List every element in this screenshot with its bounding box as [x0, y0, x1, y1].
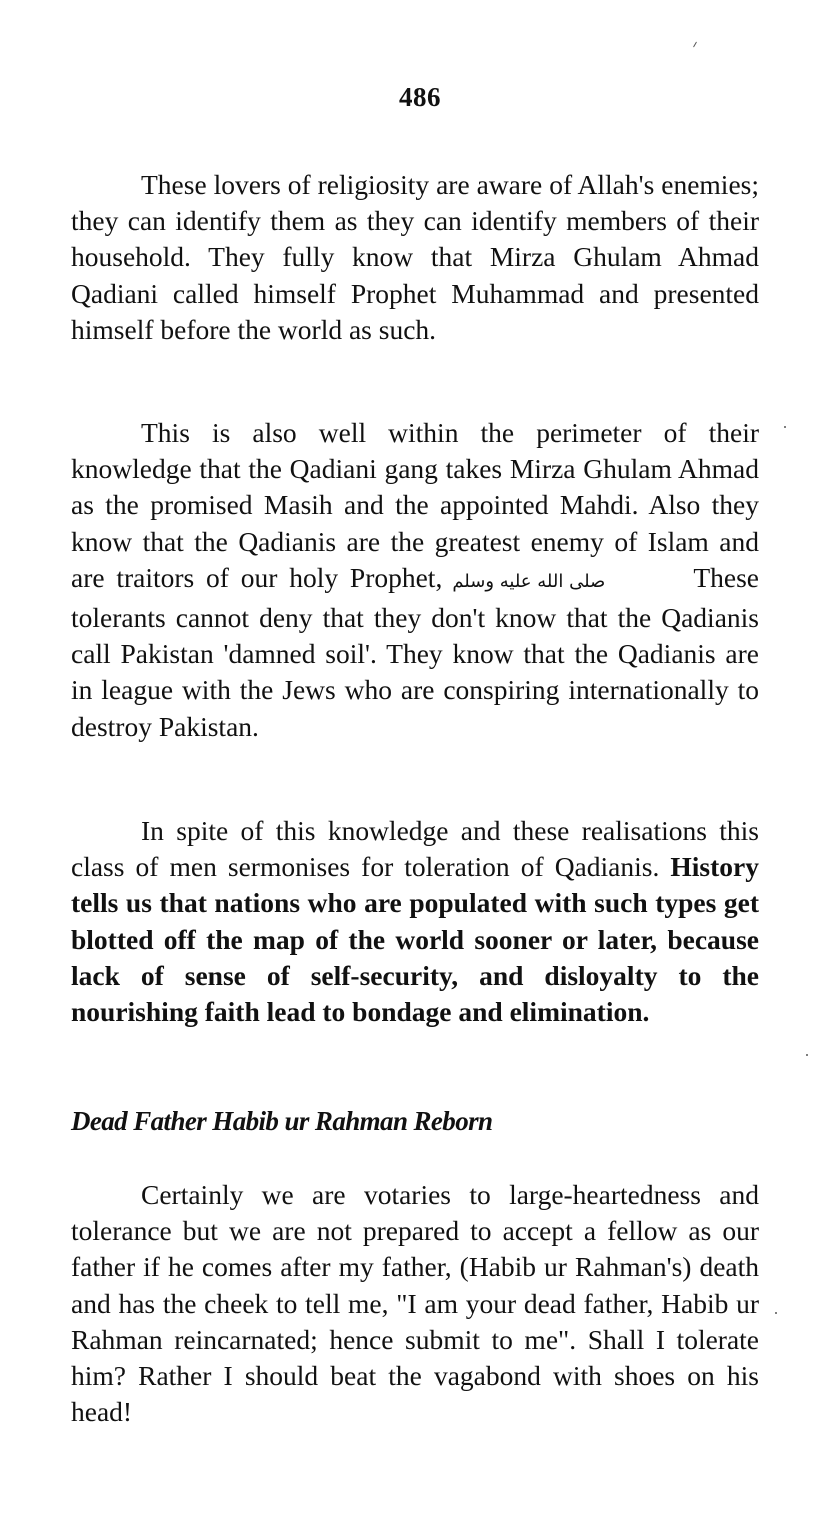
- paragraph-religiosity: These lovers of religiosity are aware of Allah's enemies; they can identify them as they can identify members of their household. They fully know that Mirza Ghulam Ahmad Qadiani called himself Prophet Muhammad and presented himself before the world as such.: [71, 169, 759, 345]
- paragraph-dead-father: Certainly we are votaries to large-heartedness and tolerance but we are not prepared to accept a fellow as our father if he comes after my father, (Habib ur Rahman's) death and has the cheek to tell me, "I am your dead father, Habib ur Rahman reincarnated; hence submit to me". Shall I tolerate him? Rather I should beat the vagabond with shoes on his head!: [71, 1179, 759, 1428]
- paragraph-text-before-honorific: This is also well within the perimeter of their knowledge that the Qadiani gang takes Mirza Ghulam Ahmad as the promised Masih and the appointed Mahdi. Also they know that the Qadianis are the greatest enemy of Islam and are traitors of our holy Prophet,: [71, 417, 759, 593]
- scan-speck: [784, 426, 786, 428]
- section-heading: Dead Father Habib ur Rahman Reborn: [71, 1106, 493, 1136]
- paragraph-regular-text: In spite of this knowledge and these realisations this class of men sermonises for toleration of Qadianis.: [71, 815, 759, 883]
- scan-speck: [775, 1312, 777, 1314]
- paragraph-toleration: [71, 813, 759, 1030]
- paragraph-bold-text: History tells us that nations who are populated with such types get blotted off the map of the world sooner or later, because lack of sense of self-security, and disloyalty to the nourishing faith lead to bondage and elimination.: [71, 851, 759, 1028]
- scan-speck: [806, 1054, 808, 1056]
- arabic-honorific: صلى الله عليه وسلم: [452, 570, 606, 592]
- page-number: 486: [399, 82, 441, 112]
- paragraph-qadiani-gang: [71, 415, 759, 745]
- paragraph-text-after-honorific: These tolerants cannot deny that they don't know that the Qadianis call Pakistan 'damned soil'. They know that the Qadianis are in league with the Jews who are conspiring internationally to destroy Pakistan.: [71, 561, 759, 742]
- scan-speck: [693, 42, 697, 48]
